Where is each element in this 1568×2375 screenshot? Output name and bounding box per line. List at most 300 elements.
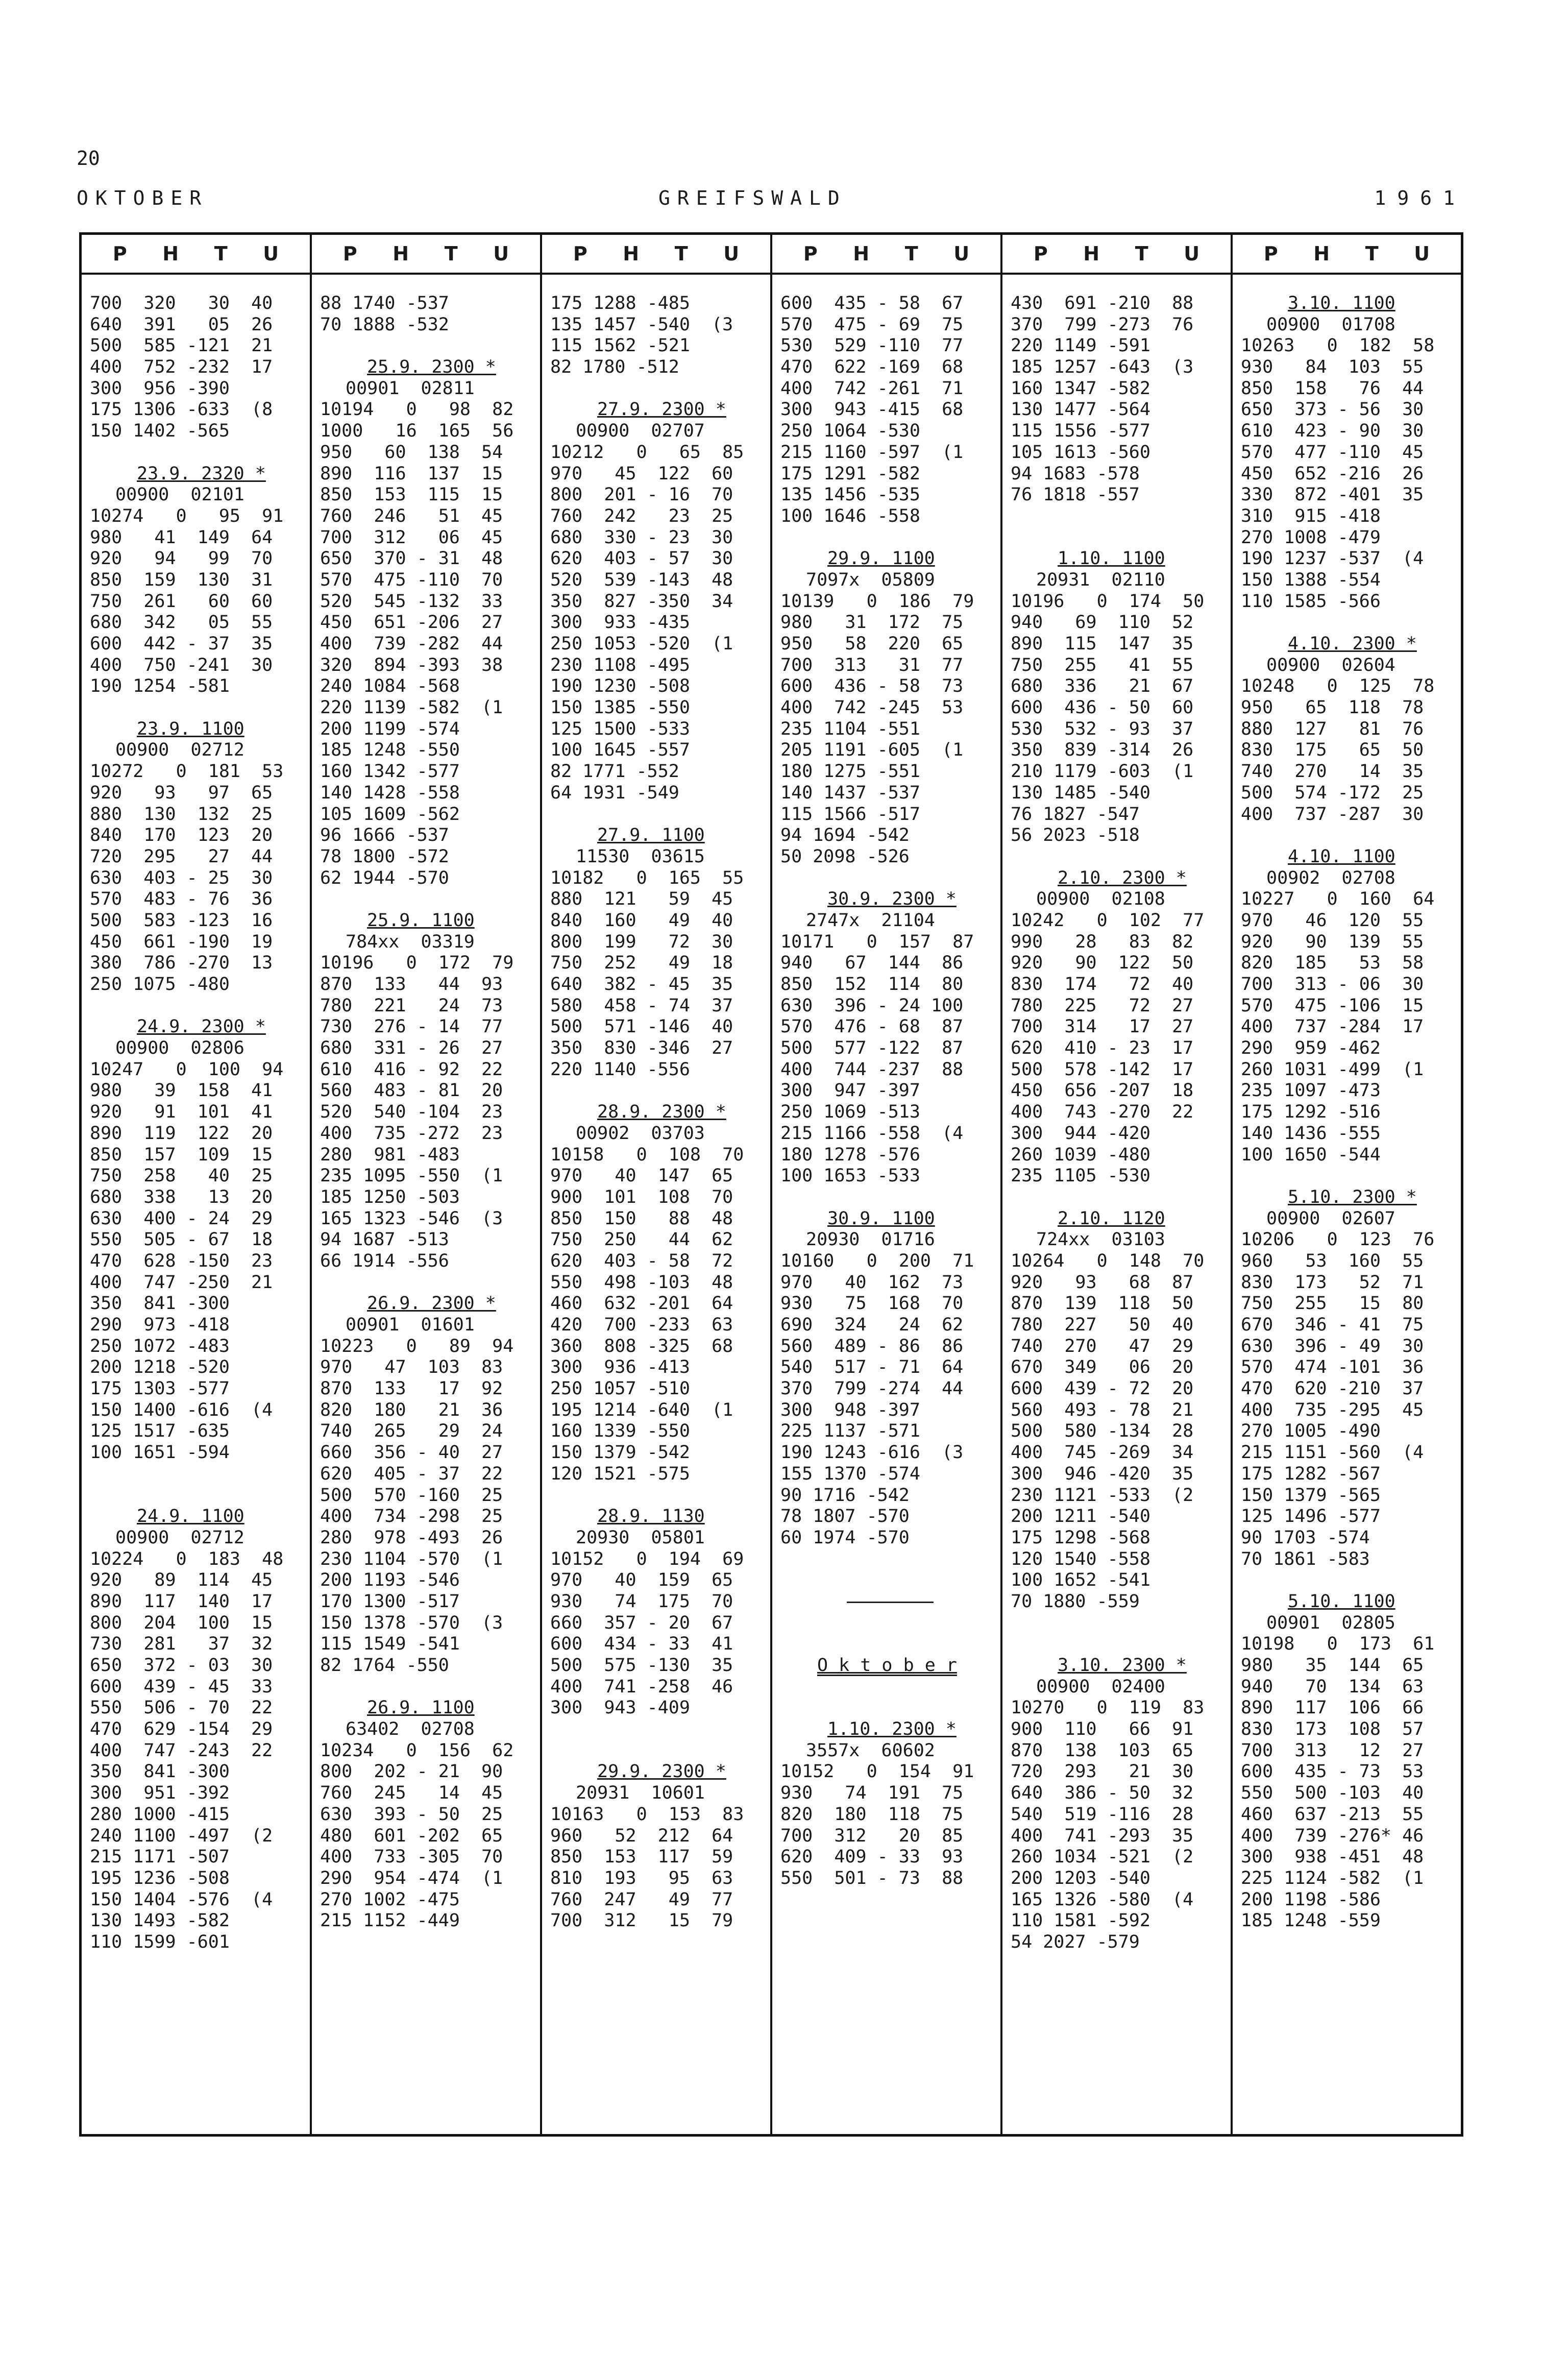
table-row: 570 476 - 68 87 (780, 1016, 964, 1037)
table-row: 610 423 - 90 30 (1241, 421, 1424, 442)
table-row: 100 1645 -557 (550, 740, 690, 761)
table-row: 760 247 49 77 (550, 1889, 733, 1910)
table-row: 300 933 -435 (550, 612, 690, 633)
table-row: 10272 0 181 53 (90, 761, 284, 782)
station-code-line: 00900 02707 (576, 421, 705, 442)
table-row: 190 1230 -508 (550, 676, 690, 697)
station-code-line: 00900 02712 (115, 1527, 244, 1548)
table-row: 570 477 -110 45 (1241, 442, 1424, 463)
station-code-line: 20930 01716 (806, 1229, 935, 1250)
table-row: 780 227 50 40 (1011, 1315, 1194, 1335)
table-row: 450 651 -206 27 (320, 612, 503, 633)
table-row: 520 545 -132 33 (320, 591, 503, 612)
table-row: 115 1562 -521 (550, 335, 690, 356)
table-row: 530 529 -110 77 (780, 335, 964, 356)
table-row: 800 199 72 30 (550, 931, 733, 952)
station-code-line: 00902 02708 (1266, 867, 1395, 888)
month-divider-label: O k t o b e r (817, 1655, 957, 1676)
table-row: 400 747 -250 21 (90, 1272, 273, 1293)
table-row: 890 115 147 35 (1011, 634, 1194, 654)
table-row: 360 808 -325 68 (550, 1336, 733, 1356)
table-row: 540 519 -116 28 (1011, 1804, 1194, 1825)
table-row: 750 255 41 55 (1011, 655, 1194, 675)
table-column (1002, 235, 1233, 2134)
table-row: 10206 0 123 76 (1241, 1229, 1435, 1250)
table-row: 10270 0 119 83 (1011, 1698, 1205, 1718)
blank-row (90, 996, 305, 1017)
table-row: 880 127 81 76 (1241, 718, 1424, 739)
table-row: 215 1152 -449 (320, 1910, 460, 1931)
table-row: 470 620 -210 37 (1241, 1378, 1424, 1399)
table-row: 980 39 158 41 (90, 1080, 273, 1101)
station-code-line: 2747x 21104 (806, 910, 935, 931)
table-row: 820 180 21 36 (320, 1399, 503, 1420)
table-row: 750 261 60 60 (90, 591, 273, 612)
blank-row (780, 1549, 995, 1570)
table-row: 100 1653 -533 (780, 1166, 920, 1186)
table-row: 970 40 147 65 (550, 1166, 733, 1186)
sounding-date-heading: 24.9. 2300 * (137, 1016, 266, 1037)
table-row: 800 201 - 16 70 (550, 484, 733, 505)
table-row: 70 1888 -532 (320, 314, 449, 335)
table-row: 620 405 - 37 22 (320, 1463, 503, 1484)
table-row: 50 2098 -526 (780, 846, 910, 867)
station-code-line: 20930 05801 (576, 1527, 705, 1548)
sounding-date-heading: 4.10. 1100 (1288, 846, 1395, 867)
station-code-line: 00900 02607 (1266, 1208, 1395, 1229)
table-row: 115 1556 -577 (1011, 421, 1150, 442)
table-row: 640 386 - 50 32 (1011, 1783, 1194, 1804)
station-code-line: 3557x 60602 (806, 1740, 935, 1761)
table-row: 950 60 138 54 (320, 442, 503, 463)
table-row: 880 121 59 45 (550, 889, 733, 910)
table-row: 100 1646 -558 (780, 505, 920, 526)
table-row: 700 312 15 79 (550, 1910, 733, 1931)
column-header-label: U (1184, 243, 1200, 265)
table-row: 235 1095 -550 (1 (320, 1166, 503, 1186)
table-row: 470 629 -154 29 (90, 1719, 273, 1740)
table-row: 890 117 140 17 (90, 1591, 273, 1612)
blank-row (1011, 506, 1226, 527)
table-row: 550 501 - 73 88 (780, 1868, 964, 1888)
column-header-label: P (342, 243, 357, 265)
table-row: 225 1137 -571 (780, 1421, 920, 1442)
table-row: 10196 0 172 79 (320, 953, 514, 974)
table-row: 520 540 -104 23 (320, 1102, 503, 1123)
table-row: 680 336 21 67 (1011, 676, 1194, 697)
table-row: 400 742 -245 53 (780, 697, 964, 718)
table-row: 10194 0 98 82 (320, 399, 514, 420)
column-header-label: H (853, 243, 870, 265)
table-row: 160 1342 -577 (320, 761, 460, 782)
separator-rule (847, 1602, 934, 1603)
table-row: 890 119 122 20 (90, 1123, 273, 1144)
table-row: 580 458 - 74 37 (550, 995, 733, 1016)
table-column (772, 235, 1002, 2134)
table-row: 150 1402 -565 (90, 421, 230, 442)
column-body (772, 275, 1000, 1889)
table-row: 840 160 49 40 (550, 910, 733, 931)
station-code-line: 00900 02604 (1266, 655, 1395, 675)
table-row: 930 74 175 70 (550, 1591, 733, 1612)
table-row: 630 396 - 24 100 (780, 995, 964, 1016)
blank-row (550, 804, 765, 826)
table-row: 1000 16 165 56 (320, 421, 514, 442)
table-row: 150 1379 -542 (550, 1442, 690, 1463)
table-row: 235 1097 -473 (1241, 1080, 1381, 1101)
sounding-date-heading: 29.9. 1100 (827, 548, 935, 569)
column-header-label: U (493, 243, 509, 265)
table-row: 600 436 - 50 60 (1011, 697, 1194, 718)
table-row: 620 410 - 23 17 (1011, 1038, 1194, 1059)
table-row: 620 409 - 33 93 (780, 1847, 964, 1868)
table-row: 500 583 -123 16 (90, 910, 273, 931)
table-row: 82 1771 -552 (550, 761, 679, 782)
table-row: 190 1237 -537 (4 (1241, 548, 1424, 569)
table-row: 10212 0 65 85 (550, 442, 744, 463)
table-row: 250 1064 -530 (780, 421, 920, 442)
table-row: 610 416 - 92 22 (320, 1059, 503, 1080)
table-row: 920 90 139 55 (1241, 931, 1424, 952)
table-row: 780 221 24 73 (320, 995, 503, 1016)
table-row: 260 1031 -499 (1 (1241, 1059, 1424, 1080)
table-row: 700 314 17 27 (1011, 1016, 1194, 1037)
table-row: 740 270 14 35 (1241, 761, 1424, 782)
column-header-label: P (1033, 243, 1048, 265)
table-row: 195 1236 -508 (90, 1868, 230, 1888)
table-row: 940 70 134 63 (1241, 1676, 1424, 1697)
blank-row (780, 1634, 995, 1655)
blank-row (320, 1272, 535, 1294)
table-row: 125 1517 -635 (90, 1421, 230, 1442)
table-row: 680 330 - 23 30 (550, 527, 733, 548)
table-row: 920 93 97 65 (90, 782, 273, 803)
blank-row (780, 1698, 995, 1719)
blank-row (780, 527, 995, 549)
table-row: 810 193 95 63 (550, 1868, 733, 1888)
station-code-line: 00901 01601 (346, 1315, 475, 1335)
table-row: 980 31 172 75 (780, 612, 964, 633)
table-row: 200 1198 -586 (1241, 1889, 1381, 1910)
table-row: 190 1243 -616 (3 (780, 1442, 964, 1463)
table-row: 88 1740 -537 (320, 293, 449, 313)
table-row: 850 153 115 15 (320, 484, 503, 505)
table-row: 400 739 -276* 46 (1241, 1825, 1424, 1846)
column-header-label: P (112, 243, 127, 265)
table-row: 250 1072 -483 (90, 1336, 230, 1356)
blank-row (780, 868, 995, 889)
table-row: 64 1931 -549 (550, 782, 679, 803)
table-row: 840 170 123 20 (90, 825, 273, 846)
table-row: 890 117 106 66 (1241, 1698, 1424, 1718)
table-row: 930 84 103 55 (1241, 357, 1424, 378)
table-row: 200 1218 -520 (90, 1357, 230, 1378)
table-row: 530 532 - 93 37 (1011, 718, 1194, 739)
table-row: 660 356 - 40 27 (320, 1442, 503, 1463)
table-row: 225 1124 -582 (1 (1241, 1868, 1424, 1888)
sounding-date-heading: 5.10. 1100 (1288, 1591, 1395, 1612)
table-row: 290 954 -474 (1 (320, 1868, 503, 1888)
table-row: 700 313 12 27 (1241, 1740, 1424, 1761)
table-row: 175 1282 -567 (1241, 1463, 1381, 1484)
table-row: 135 1456 -535 (780, 484, 920, 505)
column-header (542, 235, 770, 275)
table-row: 280 978 -493 26 (320, 1527, 503, 1548)
column-header (1002, 235, 1231, 275)
table-row: 760 245 14 45 (320, 1783, 503, 1804)
table-row: 175 1291 -582 (780, 463, 920, 484)
table-row: 560 483 - 81 20 (320, 1080, 503, 1101)
table-row: 235 1105 -530 (1011, 1166, 1150, 1186)
column-header-label: P (803, 243, 818, 265)
blank-row (1011, 1613, 1226, 1634)
blank-row (1011, 1187, 1226, 1208)
table-row: 10234 0 156 62 (320, 1740, 514, 1761)
table-row: 820 180 118 75 (780, 1804, 964, 1825)
table-row: 430 691 -210 88 (1011, 293, 1194, 313)
table-row: 730 281 37 32 (90, 1634, 273, 1655)
table-row: 70 1861 -583 (1241, 1548, 1370, 1569)
sounding-date-heading: 23.9. 1100 (137, 718, 244, 739)
table-row: 950 58 220 65 (780, 634, 964, 654)
table-row: 820 185 53 58 (1241, 953, 1424, 974)
table-row: 850 159 130 31 (90, 569, 273, 590)
table-row: 370 799 -274 44 (780, 1378, 964, 1399)
sounding-date-heading: 25.9. 2300 * (367, 357, 496, 378)
blank-row (1011, 846, 1226, 868)
blank-row (320, 1677, 535, 1698)
table-row: 170 1300 -517 (320, 1591, 460, 1612)
column-header-label: U (1414, 243, 1430, 265)
sounding-date-heading: 2.10. 2300 * (1058, 867, 1187, 888)
table-row: 78 1807 -570 (780, 1506, 910, 1527)
blank-row (1241, 612, 1456, 634)
table-row: 450 656 -207 18 (1011, 1080, 1194, 1101)
table-row: 120 1521 -575 (550, 1463, 690, 1484)
table-row: 230 1104 -570 (1 (320, 1548, 503, 1569)
table-row: 400 737 -284 17 (1241, 1016, 1424, 1037)
column-header-label: T (1365, 243, 1379, 265)
table-row: 850 158 76 44 (1241, 378, 1424, 399)
table-row: 900 110 66 91 (1011, 1719, 1194, 1740)
column-header-label: H (1313, 243, 1330, 265)
table-row: 830 173 108 57 (1241, 1719, 1424, 1740)
table-row: 10248 0 125 78 (1241, 676, 1435, 697)
table-row: 280 981 -483 (320, 1144, 460, 1165)
table-row: 100 1651 -594 (90, 1442, 230, 1463)
table-row: 150 1388 -554 (1241, 569, 1381, 590)
sounding-date-heading: 25.9. 1100 (367, 910, 475, 931)
table-row: 630 400 - 24 29 (90, 1208, 273, 1229)
sounding-date-heading: 30.9. 2300 * (827, 889, 957, 910)
table-row: 650 373 - 56 30 (1241, 399, 1424, 420)
table-row: 870 133 17 92 (320, 1378, 503, 1399)
table-row: 500 574 -172 25 (1241, 782, 1424, 803)
table-row: 180 1278 -576 (780, 1144, 920, 1165)
blank-row (550, 1080, 765, 1102)
table-row: 140 1436 -555 (1241, 1123, 1381, 1144)
table-row: 630 393 - 50 25 (320, 1804, 503, 1825)
table-row: 250 1075 -480 (90, 974, 230, 995)
table-row: 300 956 -390 (90, 378, 230, 399)
table-row: 100 1650 -544 (1241, 1144, 1381, 1165)
table-column (542, 235, 772, 2134)
table-row: 970 47 103 83 (320, 1357, 503, 1378)
blank-row (780, 1613, 995, 1634)
table-row: 450 652 -216 26 (1241, 463, 1424, 484)
column-header-label: T (904, 243, 918, 265)
table-row: 300 951 -392 (90, 1783, 230, 1804)
table-row: 830 175 65 50 (1241, 740, 1424, 761)
table-row: 125 1500 -533 (550, 718, 690, 739)
table-row: 500 570 -160 25 (320, 1485, 503, 1506)
table-row: 260 1039 -480 (1011, 1144, 1150, 1165)
table-row: 400 739 -282 44 (320, 634, 503, 654)
table-row: 175 1306 -633 (8 (90, 399, 273, 420)
table-row: 76 1818 -557 (1011, 484, 1140, 505)
table-row: 110 1585 -566 (1241, 591, 1381, 612)
table-row: 980 35 144 65 (1241, 1655, 1424, 1676)
table-row: 920 91 101 41 (90, 1102, 273, 1123)
table-row: 500 585 -121 21 (90, 335, 273, 356)
table-row: 300 943 -409 (550, 1698, 690, 1718)
table-row: 600 434 - 33 41 (550, 1634, 733, 1655)
header-year: 1961 (1374, 187, 1466, 209)
column-header (82, 235, 310, 275)
column-header (1233, 235, 1461, 275)
station-code-line: 00901 02805 (1266, 1612, 1395, 1633)
column-header-label: T (1135, 243, 1148, 265)
table-row: 10198 0 173 61 (1241, 1634, 1435, 1655)
table-row: 400 744 -237 88 (780, 1059, 964, 1080)
table-row: 870 133 44 93 (320, 974, 503, 995)
table-row: 240 1100 -497 (2 (90, 1825, 273, 1846)
table-row: 10139 0 186 79 (780, 591, 974, 612)
table-row: 600 435 - 58 67 (780, 293, 964, 313)
station-code-line: 7097x 05809 (806, 569, 935, 590)
table-row: 750 258 40 25 (90, 1166, 273, 1186)
table-row: 620 403 - 57 30 (550, 548, 733, 569)
table-row: 270 1008 -479 (1241, 527, 1381, 548)
table-row: 470 628 -150 23 (90, 1250, 273, 1271)
table-row: 175 1303 -577 (90, 1378, 230, 1399)
table-row: 60 1974 -570 (780, 1527, 910, 1548)
table-row: 850 150 88 48 (550, 1208, 733, 1229)
table-row: 210 1179 -603 (1 (1011, 761, 1194, 782)
table-row: 200 1199 -574 (320, 718, 460, 739)
table-row: 750 250 44 62 (550, 1229, 733, 1250)
blank-row (90, 1485, 305, 1507)
table-row: 195 1214 -640 (1 (550, 1399, 733, 1420)
table-row: 720 293 21 30 (1011, 1761, 1194, 1782)
station-code-line: 00901 02811 (346, 378, 475, 399)
table-row: 150 1404 -576 (4 (90, 1889, 273, 1910)
sounding-date-heading: 24.9. 1100 (137, 1506, 244, 1527)
table-row: 140 1437 -537 (780, 782, 920, 803)
table-row: 230 1108 -495 (550, 655, 690, 675)
table-row: 10163 0 153 83 (550, 1804, 744, 1825)
table-row: 78 1800 -572 (320, 846, 449, 867)
table-row: 290 973 -418 (90, 1315, 230, 1335)
table-row: 150 1385 -550 (550, 697, 690, 718)
table-row: 400 750 -241 30 (90, 655, 273, 675)
table-row: 670 349 06 20 (1011, 1357, 1194, 1378)
table-row: 110 1581 -592 (1011, 1910, 1150, 1931)
table-row: 640 391 05 26 (90, 314, 273, 335)
table-row: 680 342 05 55 (90, 612, 273, 633)
table-row: 205 1191 -605 (1 (780, 740, 964, 761)
table-row: 115 1566 -517 (780, 804, 920, 825)
table-row: 700 312 06 45 (320, 527, 503, 548)
table-row: 550 498 -103 48 (550, 1272, 733, 1293)
table-row: 280 1000 -415 (90, 1804, 230, 1825)
table-row: 10196 0 174 50 (1011, 591, 1205, 612)
table-row: 350 827 -350 34 (550, 591, 733, 612)
table-row: 130 1477 -564 (1011, 399, 1150, 420)
table-row: 570 475 -106 15 (1241, 995, 1424, 1016)
table-row: 400 734 -298 25 (320, 1506, 503, 1527)
blank-row (780, 1677, 995, 1698)
table-row: 450 661 -190 19 (90, 931, 273, 952)
table-row: 970 46 120 55 (1241, 910, 1424, 931)
table-row: 640 382 - 45 35 (550, 974, 733, 995)
table-row: 10152 0 154 91 (780, 1761, 974, 1782)
table-row: 870 139 118 50 (1011, 1293, 1194, 1314)
column-header-label: H (162, 243, 179, 265)
table-row: 350 839 -314 26 (1011, 740, 1194, 761)
blank-row (90, 697, 305, 719)
table-row: 190 1254 -581 (90, 676, 230, 697)
column-header-label: U (953, 243, 970, 265)
table-row: 10182 0 165 55 (550, 867, 744, 888)
sounding-date-heading: 26.9. 2300 * (367, 1293, 496, 1314)
table-column (1233, 235, 1461, 2134)
table-row: 10224 0 183 48 (90, 1548, 284, 1569)
column-header-label: P (573, 243, 587, 265)
table-row: 460 632 -201 64 (550, 1293, 733, 1314)
table-row: 570 475 - 69 75 (780, 314, 964, 335)
table-row: 350 841 -300 (90, 1761, 230, 1782)
table-row: 970 45 122 60 (550, 463, 733, 484)
table-row: 250 1057 -510 (550, 1378, 690, 1399)
table-row: 500 571 -146 40 (550, 1016, 733, 1037)
sounding-date-heading: 4.10. 2300 * (1288, 634, 1417, 654)
table-row: 400 737 -287 30 (1241, 804, 1424, 825)
table-row: 10242 0 102 77 (1011, 910, 1205, 931)
table-row: 115 1549 -541 (320, 1634, 460, 1655)
column-header (312, 235, 540, 275)
table-column (82, 235, 312, 2134)
table-row: 165 1326 -580 (4 (1011, 1889, 1194, 1910)
table-row: 700 320 30 40 (90, 293, 273, 313)
table-row: 400 747 -243 22 (90, 1740, 273, 1761)
table-row: 920 93 68 87 (1011, 1272, 1194, 1293)
table-row: 400 741 -258 46 (550, 1676, 733, 1697)
column-header-label: T (444, 243, 458, 265)
table-row: 760 242 23 25 (550, 505, 733, 526)
table-row: 165 1323 -546 (3 (320, 1208, 503, 1229)
table-row: 82 1780 -512 (550, 357, 679, 378)
table-row: 970 40 162 73 (780, 1272, 964, 1293)
table-row: 10264 0 148 70 (1011, 1250, 1205, 1271)
table-row: 400 743 -270 22 (1011, 1102, 1194, 1123)
column-header-label: T (214, 243, 228, 265)
table-row: 850 157 109 15 (90, 1144, 273, 1165)
table-row: 500 577 -122 87 (780, 1038, 964, 1059)
sounding-date-heading: 29.9. 2300 * (597, 1761, 726, 1782)
table-row: 300 947 -397 (780, 1080, 920, 1101)
table-row: 400 742 -261 71 (780, 378, 964, 399)
